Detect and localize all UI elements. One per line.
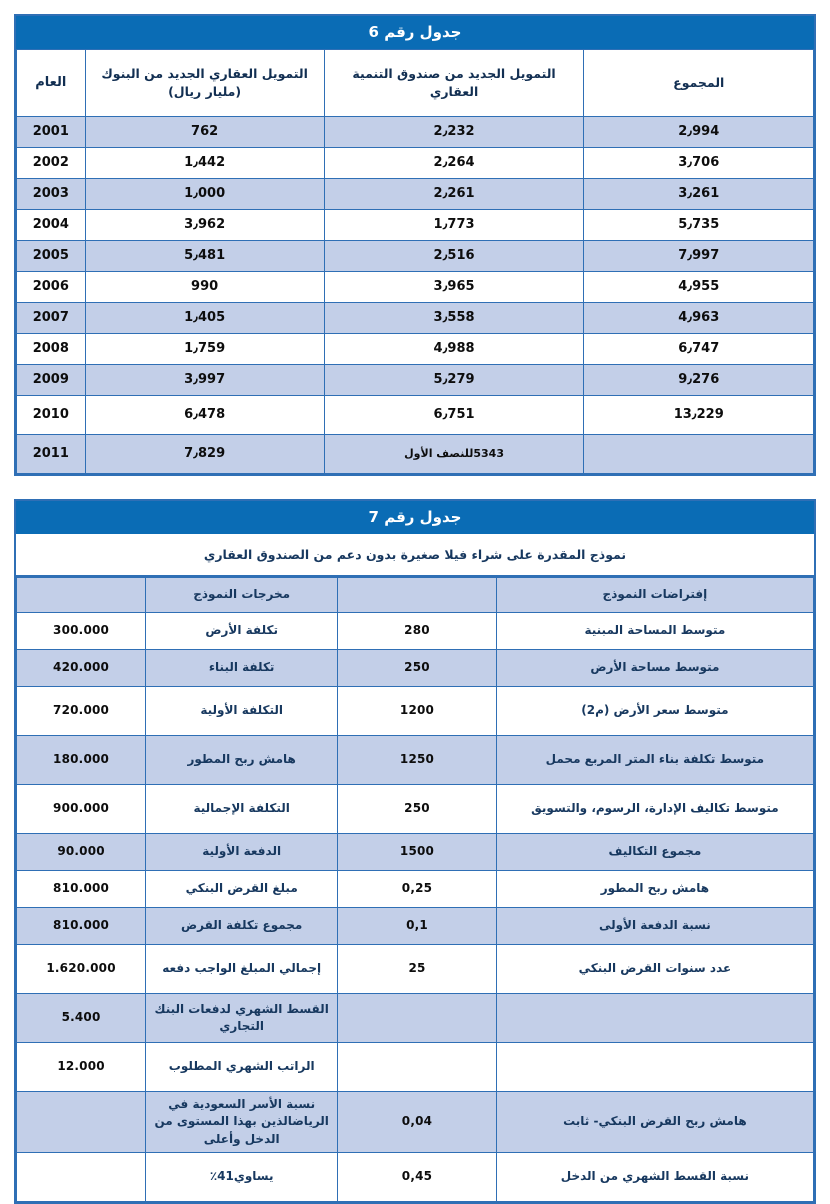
- cell-output-label: هامش ربح المطور: [146, 736, 338, 785]
- cell-banks: 762: [85, 117, 324, 148]
- cell-year: 2010: [17, 396, 86, 435]
- cell-fund: 2٫264: [324, 148, 584, 179]
- column-header-banks: التمويل العقاري الجديد من البنوك (مليار ريال): [85, 50, 324, 117]
- cell-total: 6٫747: [584, 334, 814, 365]
- cell-assumption-value: 280: [338, 613, 497, 650]
- cell-fund: 3٫965: [324, 272, 584, 303]
- table-row: [17, 272, 814, 303]
- table-row: [17, 148, 814, 179]
- cell-output-label: يساوي41٪: [146, 1153, 338, 1202]
- cell-banks: 5٫481: [85, 241, 324, 272]
- table-row: [17, 650, 814, 687]
- cell-output-value: 180.000: [17, 736, 146, 785]
- cell-output-value: 810.000: [17, 908, 146, 945]
- cell-output-label: مبلغ القرض البنكي: [146, 871, 338, 908]
- cell-assumption-value: 25: [338, 945, 497, 994]
- table-row: [17, 303, 814, 334]
- table-7-title: جدول رقم 7: [16, 501, 814, 534]
- cell-fund: 2٫516: [324, 241, 584, 272]
- cell-assumption-label: عدد سنوات القرض البنكي: [496, 945, 813, 994]
- cell-year: 2002: [17, 148, 86, 179]
- cell-year: 2004: [17, 210, 86, 241]
- cell-fund: 2٫232: [324, 117, 584, 148]
- table-7-subtitle: نموذج المقدرة على شراء فيلا صغيرة بدون دعم من الصندوق العقاري: [16, 534, 814, 577]
- cell-banks: 6٫478: [85, 396, 324, 435]
- table-row: [17, 1092, 814, 1153]
- table-row: [17, 613, 814, 650]
- cell-fund: 4٫988: [324, 334, 584, 365]
- cell-total: 4٫955: [584, 272, 814, 303]
- column-header-output-values: [17, 578, 146, 613]
- cell-assumption-value: [338, 1043, 497, 1092]
- table-row: [17, 241, 814, 272]
- cell-year: 2001: [17, 117, 86, 148]
- cell-year: 2006: [17, 272, 86, 303]
- table-row: [17, 908, 814, 945]
- cell-banks: 1٫442: [85, 148, 324, 179]
- cell-assumption-label: [496, 994, 813, 1043]
- column-header-assumptions: إفتراضات النموذج: [496, 578, 813, 613]
- cell-output-value: [17, 1153, 146, 1202]
- cell-fund: 3٫558: [324, 303, 584, 334]
- cell-assumption-value: 0,04: [338, 1092, 497, 1153]
- table-7-block: [14, 499, 816, 1204]
- table-row: [17, 785, 814, 834]
- cell-output-label: مجموع تكلفة القرض: [146, 908, 338, 945]
- table-row: [17, 687, 814, 736]
- cell-output-value: [17, 1092, 146, 1153]
- table-6: [16, 49, 814, 474]
- cell-fund: 6٫751: [324, 396, 584, 435]
- cell-banks: 990: [85, 272, 324, 303]
- cell-year: 2011: [17, 435, 86, 474]
- table-row: [17, 1043, 814, 1092]
- cell-output-label: التكلفة الأولية: [146, 687, 338, 736]
- cell-total: 3٫706: [584, 148, 814, 179]
- table-row: [17, 117, 814, 148]
- cell-assumption-value: 250: [338, 650, 497, 687]
- cell-banks: 3٫962: [85, 210, 324, 241]
- cell-assumption-label: نسبة القسط الشهري من الدخل: [496, 1153, 813, 1202]
- cell-output-label: نسبة الأسر السعودية في الرياضالذين بهذا المستوى من الدخل وأعلى: [146, 1092, 338, 1153]
- table-7-header-row: [17, 578, 814, 613]
- cell-assumption-label: نسبة الدفعة الأولى: [496, 908, 813, 945]
- table-6-header-row: [17, 50, 814, 117]
- cell-banks: 3٫997: [85, 365, 324, 396]
- cell-assumption-label: متوسط المساحة المبنية: [496, 613, 813, 650]
- table-row: [17, 1153, 814, 1202]
- cell-assumption-label: متوسط تكلفة بناء المتر المربع محمل: [496, 736, 813, 785]
- cell-assumption-label: مجموع التكاليف: [496, 834, 813, 871]
- table-row: [17, 736, 814, 785]
- cell-output-label: إجمالي المبلغ الواجب دفعه: [146, 945, 338, 994]
- column-header-outputs: مخرجات النموذج: [146, 578, 338, 613]
- table-row: [17, 435, 814, 474]
- cell-banks: 1٫759: [85, 334, 324, 365]
- cell-output-value: 12.000: [17, 1043, 146, 1092]
- cell-year: 2003: [17, 179, 86, 210]
- cell-total: [584, 435, 814, 474]
- cell-assumption-label: متوسط تكاليف الإدارة، الرسوم، والتسويق: [496, 785, 813, 834]
- table-7: [16, 577, 814, 1202]
- cell-output-label: تكلفة الأرض: [146, 613, 338, 650]
- cell-assumption-label: متوسط سعر الأرض (م2): [496, 687, 813, 736]
- column-header-fund: التمويل الجديد من صندوق التنمية العقاري: [324, 50, 584, 117]
- column-header-year: العام: [17, 50, 86, 117]
- cell-assumption-value: 1500: [338, 834, 497, 871]
- cell-banks: 1٫000: [85, 179, 324, 210]
- cell-banks: 1٫405: [85, 303, 324, 334]
- table-row: [17, 834, 814, 871]
- cell-total: 4٫963: [584, 303, 814, 334]
- cell-fund: 1٫773: [324, 210, 584, 241]
- cell-total: 2٫994: [584, 117, 814, 148]
- cell-fund: 5٫279: [324, 365, 584, 396]
- cell-assumption-label: [496, 1043, 813, 1092]
- cell-fund: 5343للنصف الأول: [324, 435, 584, 474]
- cell-output-value: 300.000: [17, 613, 146, 650]
- cell-total: 3٫261: [584, 179, 814, 210]
- cell-output-value: 1.620.000: [17, 945, 146, 994]
- cell-year: 2008: [17, 334, 86, 365]
- cell-assumption-value: 0,25: [338, 871, 497, 908]
- cell-assumption-value: 1250: [338, 736, 497, 785]
- table-row: [17, 994, 814, 1043]
- cell-output-value: 810.000: [17, 871, 146, 908]
- column-header-total: المجموع: [584, 50, 814, 117]
- table-6-title: جدول رقم 6: [16, 16, 814, 49]
- cell-fund: 2٫261: [324, 179, 584, 210]
- table-row: [17, 871, 814, 908]
- cell-assumption-value: 0,1: [338, 908, 497, 945]
- cell-assumption-label: هامش ربح القرض البنكي- ثابت: [496, 1092, 813, 1153]
- cell-output-value: 5.400: [17, 994, 146, 1043]
- table-row: [17, 210, 814, 241]
- cell-total: 9٫276: [584, 365, 814, 396]
- cell-year: 2007: [17, 303, 86, 334]
- table-row: [17, 334, 814, 365]
- cell-assumption-value: 0,45: [338, 1153, 497, 1202]
- cell-banks: 7٫829: [85, 435, 324, 474]
- cell-assumption-value: [338, 994, 497, 1043]
- cell-output-value: 420.000: [17, 650, 146, 687]
- table-6-block: [14, 14, 816, 476]
- column-header-assumption-values: [338, 578, 497, 613]
- cell-assumption-label: هامش ربح المطور: [496, 871, 813, 908]
- table-row: [17, 945, 814, 994]
- cell-output-label: تكلفة البناء: [146, 650, 338, 687]
- cell-total: 7٫997: [584, 241, 814, 272]
- cell-output-value: 90.000: [17, 834, 146, 871]
- cell-assumption-value: 250: [338, 785, 497, 834]
- table-row: [17, 365, 814, 396]
- cell-assumption-label: متوسط مساحة الأرض: [496, 650, 813, 687]
- cell-total: 5٫735: [584, 210, 814, 241]
- cell-output-label: القسط الشهري لدفعات البنك التجاري: [146, 994, 338, 1043]
- cell-total: 13٫229: [584, 396, 814, 435]
- cell-output-value: 720.000: [17, 687, 146, 736]
- table-row: [17, 179, 814, 210]
- cell-year: 2009: [17, 365, 86, 396]
- table-row: [17, 396, 814, 435]
- cell-assumption-value: 1200: [338, 687, 497, 736]
- cell-output-value: 900.000: [17, 785, 146, 834]
- cell-output-label: الدفعة الأولية: [146, 834, 338, 871]
- cell-year: 2005: [17, 241, 86, 272]
- cell-output-label: الراتب الشهري المطلوب: [146, 1043, 338, 1092]
- cell-output-label: التكلفة الإجمالية: [146, 785, 338, 834]
